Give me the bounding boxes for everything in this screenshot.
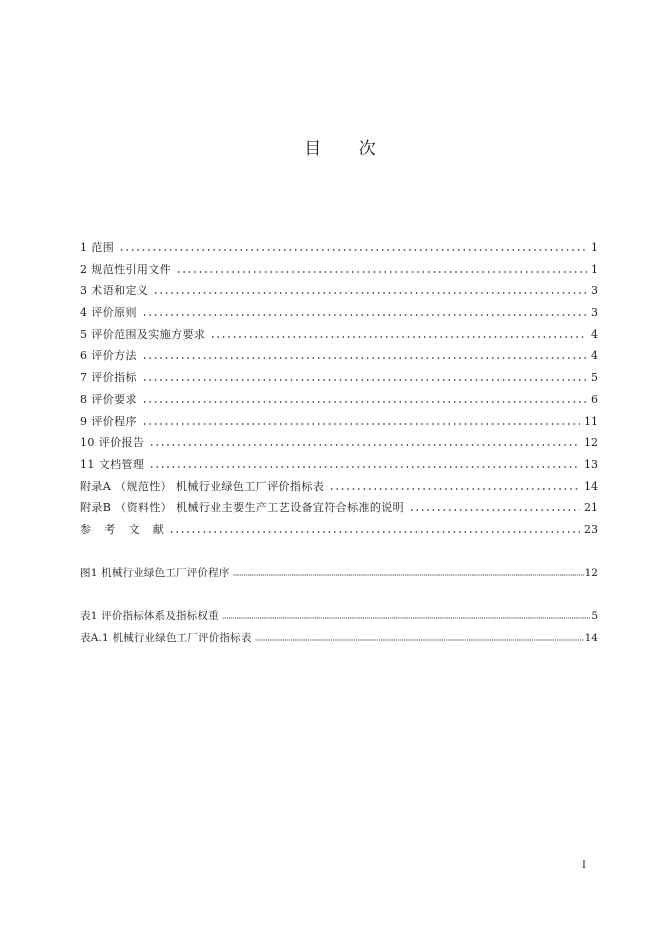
- toc-entry-label: 2 规范性引用文件: [80, 262, 172, 276]
- dot-leader: [149, 466, 580, 468]
- toc-entry-page: 3: [591, 306, 598, 320]
- toc-entry-page: 21: [584, 501, 598, 515]
- toc-entry: [80, 497, 598, 519]
- toc-entry-label: 7 评价指标: [80, 371, 137, 385]
- toc-entry-label: 9 评价程序: [80, 414, 137, 428]
- toc-entry-page: 4: [591, 349, 598, 363]
- dot-leader: [153, 292, 587, 294]
- toc-entry: [80, 280, 598, 302]
- toc-entry-page: 23: [584, 522, 598, 536]
- toc-entry: [80, 476, 598, 498]
- toc-entry-page: 1: [591, 262, 598, 276]
- toc-entry: [80, 519, 598, 541]
- dot-leader: [169, 531, 580, 533]
- dot-leader: [149, 444, 580, 446]
- dot-leader: [142, 357, 587, 359]
- toc-entry: [80, 432, 598, 454]
- toc-entry-page: 11: [584, 414, 598, 428]
- toc-entry-page: 13: [584, 457, 598, 471]
- toc-entry-page: 1: [591, 241, 598, 254]
- table-entry-label: 表A.1 机械行业绿色工厂评价指标表: [80, 631, 252, 644]
- toc-entry-label: 11 文档管理: [80, 457, 145, 471]
- dot-leader: [222, 617, 590, 619]
- toc-entry: [80, 454, 598, 476]
- toc-entry-label: 3 术语和定义: [80, 284, 149, 298]
- table-entry-page: 14: [584, 631, 598, 644]
- dot-leader: [119, 249, 587, 251]
- dot-leader: [409, 509, 580, 511]
- dot-leader: [142, 379, 587, 381]
- toc-entry-page: 4: [591, 327, 598, 341]
- dot-leader: [210, 336, 587, 338]
- toc-entry-page: 12: [584, 436, 598, 450]
- dot-leader: [142, 423, 580, 425]
- toc-entry-label: 6 评价方法: [80, 349, 137, 363]
- table-entry-page: 5: [591, 610, 598, 622]
- page-number: I: [582, 860, 586, 871]
- table-list: [80, 606, 598, 649]
- toc-entry: [80, 389, 598, 411]
- toc-entry-page: 14: [584, 479, 598, 493]
- toc-entry-page: 6: [591, 392, 598, 406]
- dot-leader: [142, 401, 587, 403]
- figure-list: [80, 563, 598, 585]
- figure-entry-label: 图1 机械行业绿色工厂评价程序: [80, 567, 230, 579]
- toc-entry-page: 5: [591, 371, 598, 385]
- page-title: 目 次: [304, 139, 376, 159]
- dot-leader: [142, 314, 587, 316]
- toc-entry-page: 3: [591, 284, 598, 298]
- toc-entry: [80, 411, 598, 433]
- dot-leader: [329, 488, 580, 490]
- table-entry: [80, 606, 598, 628]
- figure-entry-page: 12: [584, 567, 598, 579]
- table-entry: [80, 628, 598, 650]
- toc-entry-label: 参 考 文 献: [80, 522, 165, 536]
- toc-entry-label: 4 评价原则: [80, 306, 137, 320]
- toc-entry-label: 10 评价报告: [80, 436, 145, 450]
- toc-entry: [80, 324, 598, 346]
- table-of-contents: [80, 237, 598, 541]
- dot-leader: [233, 574, 584, 576]
- toc-entry: [80, 237, 598, 259]
- toc-entry: [80, 367, 598, 389]
- toc-entry-label: 5 评价范围及实施方要求: [80, 327, 206, 341]
- dot-leader: [176, 271, 587, 273]
- toc-entry-label: 附录A （规范性） 机械行业绿色工厂评价指标表: [80, 479, 325, 493]
- table-entry-label: 表1 评价指标体系及指标权重: [80, 610, 219, 622]
- figure-entry: [80, 563, 598, 585]
- toc-entry: [80, 302, 598, 324]
- toc-entry-label: 8 评价要求: [80, 392, 137, 406]
- toc-entry: [80, 345, 598, 367]
- toc-entry: [80, 259, 598, 281]
- toc-entry-label: 1 范围: [80, 241, 115, 254]
- toc-entry-label: 附录B （资料性） 机械行业主要生产工艺设备宜符合标准的说明: [80, 501, 405, 515]
- dot-leader: [255, 639, 584, 641]
